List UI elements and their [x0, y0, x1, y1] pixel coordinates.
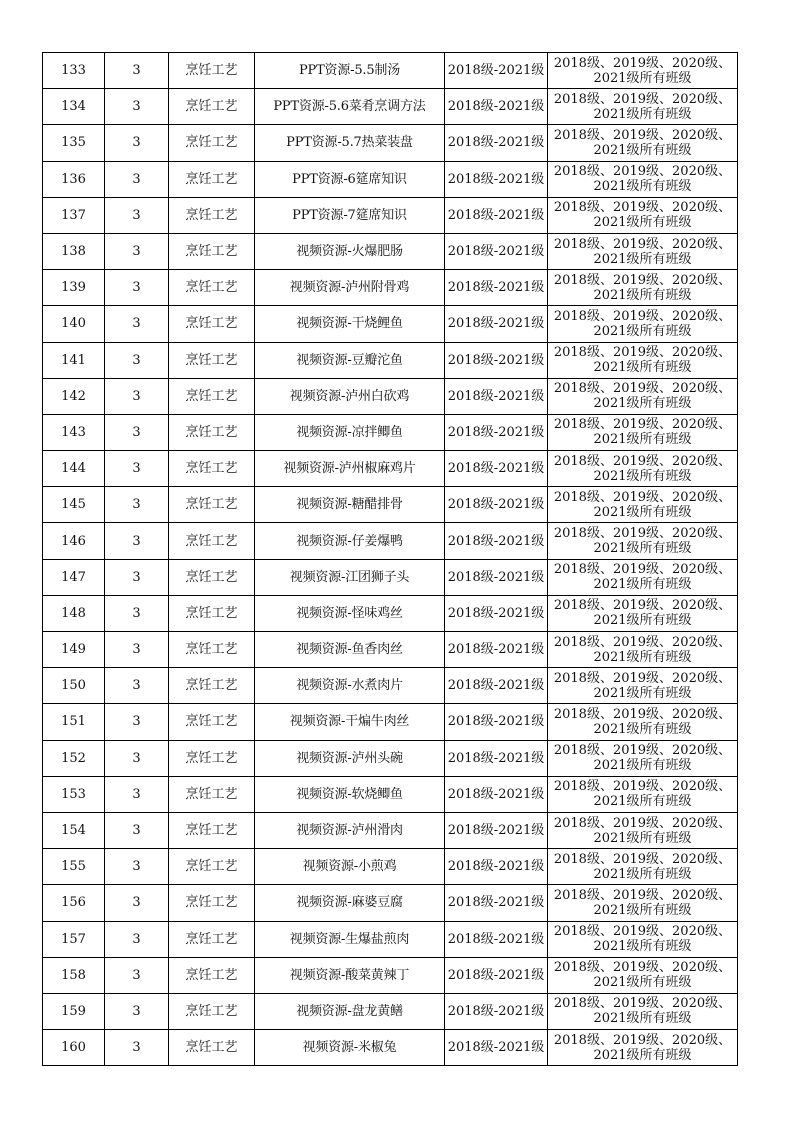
resource-name-cell: 视频资源-米椒兔 — [255, 1030, 445, 1066]
applicable-classes-cell — [548, 812, 738, 848]
table-row — [43, 1030, 738, 1066]
grade-range-cell: 2018级-2021级 — [445, 704, 548, 740]
row-number-cell: 145 — [43, 487, 105, 523]
grade-range-cell: 2018级-2021级 — [445, 451, 548, 487]
applicable-classes-cell — [548, 595, 738, 631]
row-number-cell: 144 — [43, 451, 105, 487]
classes-line-1: 2018级、2019级、2020级、 — [553, 924, 732, 940]
table-row — [43, 740, 738, 776]
level-cell: 3 — [105, 632, 169, 668]
classes-line-2: 2021级所有班级 — [593, 685, 692, 701]
resource-name-cell: PPT资源-5.5制汤 — [255, 53, 445, 89]
grade-range-cell: 2018级-2021级 — [445, 378, 548, 414]
grade-range-cell: 2018级-2021级 — [445, 957, 548, 993]
classes-line-2: 2021级所有班级 — [593, 649, 692, 665]
resource-name-cell: 视频资源-麻婆豆腐 — [255, 885, 445, 921]
level-cell: 3 — [105, 595, 169, 631]
course-cell: 烹饪工艺 — [169, 957, 255, 993]
row-number-cell: 139 — [43, 270, 105, 306]
table-row — [43, 849, 738, 885]
classes-line-1: 2018级、2019级、2020级、 — [553, 489, 732, 505]
level-cell: 3 — [105, 704, 169, 740]
level-cell: 3 — [105, 885, 169, 921]
course-cell: 烹饪工艺 — [169, 342, 255, 378]
row-number-cell: 160 — [43, 1030, 105, 1066]
level-cell: 3 — [105, 89, 169, 125]
classes-line-2: 2021级所有班级 — [593, 215, 692, 231]
grade-range-cell: 2018级-2021级 — [445, 53, 548, 89]
row-number-cell: 159 — [43, 993, 105, 1029]
classes-line-2: 2021级所有班级 — [593, 577, 692, 593]
resource-name-cell: 视频资源-生爆盐煎肉 — [255, 921, 445, 957]
grade-range-cell: 2018级-2021级 — [445, 89, 548, 125]
classes-line-2: 2021级所有班级 — [593, 70, 692, 86]
classes-line-1: 2018级、2019级、2020级、 — [553, 996, 732, 1012]
classes-line-1: 2018级、2019级、2020级、 — [553, 634, 732, 650]
course-cell: 烹饪工艺 — [169, 668, 255, 704]
classes-line-1: 2018级、2019级、2020级、 — [553, 345, 732, 361]
classes-line-2: 2021级所有班级 — [593, 794, 692, 810]
course-cell: 烹饪工艺 — [169, 270, 255, 306]
table-row — [43, 704, 738, 740]
applicable-classes-cell — [548, 993, 738, 1029]
classes-line-1: 2018级、2019级、2020级、 — [553, 236, 732, 252]
resource-name-cell: PPT资源-7筵席知识 — [255, 197, 445, 233]
course-cell: 烹饪工艺 — [169, 595, 255, 631]
grade-range-cell: 2018级-2021级 — [445, 414, 548, 450]
row-number-cell: 158 — [43, 957, 105, 993]
applicable-classes-cell — [548, 306, 738, 342]
grade-range-cell: 2018级-2021级 — [445, 740, 548, 776]
classes-line-2: 2021级所有班级 — [593, 721, 692, 737]
table-row — [43, 921, 738, 957]
table-row — [43, 378, 738, 414]
classes-line-1: 2018级、2019级、2020级、 — [553, 526, 732, 542]
classes-line-2: 2021级所有班级 — [593, 142, 692, 158]
applicable-classes-cell — [548, 89, 738, 125]
classes-line-2: 2021级所有班级 — [593, 866, 692, 882]
row-number-cell: 143 — [43, 414, 105, 450]
resource-name-cell: 视频资源-酸菜黄辣丁 — [255, 957, 445, 993]
row-number-cell: 146 — [43, 523, 105, 559]
level-cell: 3 — [105, 342, 169, 378]
row-number-cell: 157 — [43, 921, 105, 957]
course-cell: 烹饪工艺 — [169, 993, 255, 1029]
classes-line-2: 2021级所有班级 — [593, 432, 692, 448]
course-cell: 烹饪工艺 — [169, 776, 255, 812]
classes-line-2: 2021级所有班级 — [593, 939, 692, 955]
classes-line-2: 2021级所有班级 — [593, 902, 692, 918]
classes-line-2: 2021级所有班级 — [593, 541, 692, 557]
classes-line-1: 2018级、2019级、2020级、 — [553, 381, 732, 397]
row-number-cell: 152 — [43, 740, 105, 776]
applicable-classes-cell — [548, 125, 738, 161]
table-row — [43, 125, 738, 161]
resource-name-cell: PPT资源-5.6菜肴烹调方法 — [255, 89, 445, 125]
resource-name-cell: 视频资源-仔姜爆鸭 — [255, 523, 445, 559]
applicable-classes-cell — [548, 776, 738, 812]
row-number-cell: 156 — [43, 885, 105, 921]
classes-line-1: 2018级、2019级、2020级、 — [553, 1032, 732, 1048]
grade-range-cell: 2018级-2021级 — [445, 885, 548, 921]
grade-range-cell: 2018级-2021级 — [445, 233, 548, 269]
level-cell: 3 — [105, 1030, 169, 1066]
row-number-cell: 136 — [43, 161, 105, 197]
applicable-classes-cell — [548, 53, 738, 89]
level-cell: 3 — [105, 993, 169, 1029]
level-cell: 3 — [105, 161, 169, 197]
classes-line-2: 2021级所有班级 — [593, 830, 692, 846]
grade-range-cell: 2018级-2021级 — [445, 993, 548, 1029]
applicable-classes-cell — [548, 270, 738, 306]
table-row — [43, 89, 738, 125]
classes-line-1: 2018级、2019级、2020级、 — [553, 562, 732, 578]
classes-line-2: 2021级所有班级 — [593, 287, 692, 303]
row-number-cell: 148 — [43, 595, 105, 631]
resource-name-cell: 视频资源-泸州头碗 — [255, 740, 445, 776]
grade-range-cell: 2018级-2021级 — [445, 161, 548, 197]
classes-line-1: 2018级、2019级、2020级、 — [553, 743, 732, 759]
resource-name-cell: 视频资源-泸州椒麻鸡片 — [255, 451, 445, 487]
resource-name-cell: 视频资源-鱼香肉丝 — [255, 632, 445, 668]
resource-name-cell: 视频资源-盘龙黄鳝 — [255, 993, 445, 1029]
course-cell: 烹饪工艺 — [169, 451, 255, 487]
row-number-cell: 155 — [43, 849, 105, 885]
resource-name-cell: 视频资源-软烧鲫鱼 — [255, 776, 445, 812]
grade-range-cell: 2018级-2021级 — [445, 342, 548, 378]
resource-name-cell: PPT资源-6筵席知识 — [255, 161, 445, 197]
classes-line-2: 2021级所有班级 — [593, 758, 692, 774]
course-cell: 烹饪工艺 — [169, 704, 255, 740]
grade-range-cell: 2018级-2021级 — [445, 776, 548, 812]
classes-line-1: 2018级、2019级、2020级、 — [553, 55, 732, 71]
classes-line-1: 2018级、2019级、2020级、 — [553, 164, 732, 180]
course-cell: 烹饪工艺 — [169, 632, 255, 668]
applicable-classes-cell — [548, 378, 738, 414]
applicable-classes-cell — [548, 849, 738, 885]
course-cell: 烹饪工艺 — [169, 487, 255, 523]
row-number-cell: 140 — [43, 306, 105, 342]
classes-line-1: 2018级、2019级、2020级、 — [553, 670, 732, 686]
course-cell: 烹饪工艺 — [169, 125, 255, 161]
applicable-classes-cell — [548, 161, 738, 197]
course-cell: 烹饪工艺 — [169, 812, 255, 848]
row-number-cell: 149 — [43, 632, 105, 668]
level-cell: 3 — [105, 233, 169, 269]
resource-name-cell: 视频资源-干煸牛肉丝 — [255, 704, 445, 740]
level-cell: 3 — [105, 849, 169, 885]
classes-line-2: 2021级所有班级 — [593, 468, 692, 484]
applicable-classes-cell — [548, 740, 738, 776]
resource-name-cell: 视频资源-小煎鸡 — [255, 849, 445, 885]
row-number-cell: 150 — [43, 668, 105, 704]
resource-name-cell: 视频资源-泸州白砍鸡 — [255, 378, 445, 414]
applicable-classes-cell — [548, 885, 738, 921]
grade-range-cell: 2018级-2021级 — [445, 632, 548, 668]
row-number-cell: 137 — [43, 197, 105, 233]
resource-name-cell: 视频资源-泸州附骨鸡 — [255, 270, 445, 306]
course-cell: 烹饪工艺 — [169, 378, 255, 414]
level-cell: 3 — [105, 53, 169, 89]
classes-line-2: 2021级所有班级 — [593, 504, 692, 520]
classes-line-1: 2018级、2019级、2020级、 — [553, 706, 732, 722]
table-row — [43, 776, 738, 812]
classes-line-2: 2021级所有班级 — [593, 613, 692, 629]
applicable-classes-cell — [548, 668, 738, 704]
applicable-classes-cell — [548, 704, 738, 740]
row-number-cell: 133 — [43, 53, 105, 89]
course-cell: 烹饪工艺 — [169, 921, 255, 957]
resource-name-cell: 视频资源-干烧鲤鱼 — [255, 306, 445, 342]
table-row — [43, 812, 738, 848]
classes-line-1: 2018级、2019级、2020级、 — [553, 91, 732, 107]
classes-line-1: 2018级、2019级、2020级、 — [553, 815, 732, 831]
course-cell: 烹饪工艺 — [169, 849, 255, 885]
resource-name-cell: 视频资源-泸州滑肉 — [255, 812, 445, 848]
classes-line-1: 2018级、2019级、2020级、 — [553, 308, 732, 324]
classes-line-2: 2021级所有班级 — [593, 396, 692, 412]
level-cell: 3 — [105, 559, 169, 595]
row-number-cell: 142 — [43, 378, 105, 414]
table-row — [43, 885, 738, 921]
applicable-classes-cell — [548, 342, 738, 378]
grade-range-cell: 2018级-2021级 — [445, 812, 548, 848]
row-number-cell: 151 — [43, 704, 105, 740]
table-row — [43, 632, 738, 668]
table-row — [43, 270, 738, 306]
level-cell: 3 — [105, 378, 169, 414]
table-row — [43, 957, 738, 993]
level-cell: 3 — [105, 414, 169, 450]
resource-name-cell: 视频资源-凉拌鲫鱼 — [255, 414, 445, 450]
table-row — [43, 559, 738, 595]
level-cell: 3 — [105, 197, 169, 233]
course-cell: 烹饪工艺 — [169, 885, 255, 921]
level-cell: 3 — [105, 957, 169, 993]
level-cell: 3 — [105, 270, 169, 306]
applicable-classes-cell — [548, 921, 738, 957]
applicable-classes-cell — [548, 414, 738, 450]
resource-table — [42, 52, 738, 1066]
resource-name-cell: 视频资源-豆瓣沱鱼 — [255, 342, 445, 378]
course-cell: 烹饪工艺 — [169, 740, 255, 776]
grade-range-cell: 2018级-2021级 — [445, 849, 548, 885]
course-cell: 烹饪工艺 — [169, 523, 255, 559]
applicable-classes-cell — [548, 632, 738, 668]
grade-range-cell: 2018级-2021级 — [445, 559, 548, 595]
classes-line-2: 2021级所有班级 — [593, 323, 692, 339]
grade-range-cell: 2018级-2021级 — [445, 270, 548, 306]
applicable-classes-cell — [548, 957, 738, 993]
table-row — [43, 595, 738, 631]
classes-line-1: 2018级、2019级、2020级、 — [553, 851, 732, 867]
level-cell: 3 — [105, 776, 169, 812]
classes-line-2: 2021级所有班级 — [593, 179, 692, 195]
table-row — [43, 306, 738, 342]
level-cell: 3 — [105, 306, 169, 342]
level-cell: 3 — [105, 451, 169, 487]
classes-line-2: 2021级所有班级 — [593, 1047, 692, 1063]
level-cell: 3 — [105, 523, 169, 559]
classes-line-2: 2021级所有班级 — [593, 251, 692, 267]
applicable-classes-cell — [548, 233, 738, 269]
table-row — [43, 161, 738, 197]
course-cell: 烹饪工艺 — [169, 197, 255, 233]
classes-line-1: 2018级、2019级、2020级、 — [553, 200, 732, 216]
applicable-classes-cell — [548, 197, 738, 233]
classes-line-2: 2021级所有班级 — [593, 1011, 692, 1027]
grade-range-cell: 2018级-2021级 — [445, 668, 548, 704]
grade-range-cell: 2018级-2021级 — [445, 595, 548, 631]
applicable-classes-cell — [548, 523, 738, 559]
table-row — [43, 993, 738, 1029]
course-cell: 烹饪工艺 — [169, 89, 255, 125]
row-number-cell: 134 — [43, 89, 105, 125]
classes-line-1: 2018级、2019级、2020级、 — [553, 127, 732, 143]
classes-line-2: 2021级所有班级 — [593, 360, 692, 376]
row-number-cell: 154 — [43, 812, 105, 848]
resource-name-cell: 视频资源-江团狮子头 — [255, 559, 445, 595]
grade-range-cell: 2018级-2021级 — [445, 921, 548, 957]
classes-line-1: 2018级、2019级、2020级、 — [553, 887, 732, 903]
resource-name-cell: 视频资源-糖醋排骨 — [255, 487, 445, 523]
level-cell: 3 — [105, 921, 169, 957]
table-row — [43, 233, 738, 269]
resource-name-cell: 视频资源-怪味鸡丝 — [255, 595, 445, 631]
course-cell: 烹饪工艺 — [169, 1030, 255, 1066]
resource-name-cell: 视频资源-火爆肥肠 — [255, 233, 445, 269]
applicable-classes-cell — [548, 451, 738, 487]
classes-line-1: 2018级、2019级、2020级、 — [553, 960, 732, 976]
course-cell: 烹饪工艺 — [169, 161, 255, 197]
row-number-cell: 135 — [43, 125, 105, 161]
table-row — [43, 342, 738, 378]
applicable-classes-cell — [548, 559, 738, 595]
grade-range-cell: 2018级-2021级 — [445, 306, 548, 342]
table-row — [43, 197, 738, 233]
row-number-cell: 141 — [43, 342, 105, 378]
resource-name-cell: 视频资源-水煮肉片 — [255, 668, 445, 704]
classes-line-1: 2018级、2019级、2020级、 — [553, 417, 732, 433]
grade-range-cell: 2018级-2021级 — [445, 1030, 548, 1066]
table-row — [43, 523, 738, 559]
classes-line-1: 2018级、2019级、2020级、 — [553, 272, 732, 288]
classes-line-2: 2021级所有班级 — [593, 975, 692, 991]
classes-line-2: 2021级所有班级 — [593, 106, 692, 122]
table-row — [43, 451, 738, 487]
classes-line-1: 2018级、2019级、2020级、 — [553, 598, 732, 614]
classes-line-1: 2018级、2019级、2020级、 — [553, 453, 732, 469]
course-cell: 烹饪工艺 — [169, 53, 255, 89]
course-cell: 烹饪工艺 — [169, 559, 255, 595]
row-number-cell: 138 — [43, 233, 105, 269]
grade-range-cell: 2018级-2021级 — [445, 125, 548, 161]
table-row — [43, 414, 738, 450]
applicable-classes-cell — [548, 487, 738, 523]
level-cell: 3 — [105, 125, 169, 161]
grade-range-cell: 2018级-2021级 — [445, 487, 548, 523]
level-cell: 3 — [105, 668, 169, 704]
course-cell: 烹饪工艺 — [169, 233, 255, 269]
row-number-cell: 147 — [43, 559, 105, 595]
level-cell: 3 — [105, 812, 169, 848]
table-row — [43, 487, 738, 523]
grade-range-cell: 2018级-2021级 — [445, 523, 548, 559]
course-cell: 烹饪工艺 — [169, 306, 255, 342]
resource-name-cell: PPT资源-5.7热菜装盘 — [255, 125, 445, 161]
grade-range-cell: 2018级-2021级 — [445, 197, 548, 233]
course-cell: 烹饪工艺 — [169, 414, 255, 450]
level-cell: 3 — [105, 740, 169, 776]
level-cell: 3 — [105, 487, 169, 523]
table-row — [43, 53, 738, 89]
row-number-cell: 153 — [43, 776, 105, 812]
classes-line-1: 2018级、2019级、2020级、 — [553, 779, 732, 795]
table-row — [43, 668, 738, 704]
applicable-classes-cell — [548, 1030, 738, 1066]
table-body — [43, 53, 738, 1066]
